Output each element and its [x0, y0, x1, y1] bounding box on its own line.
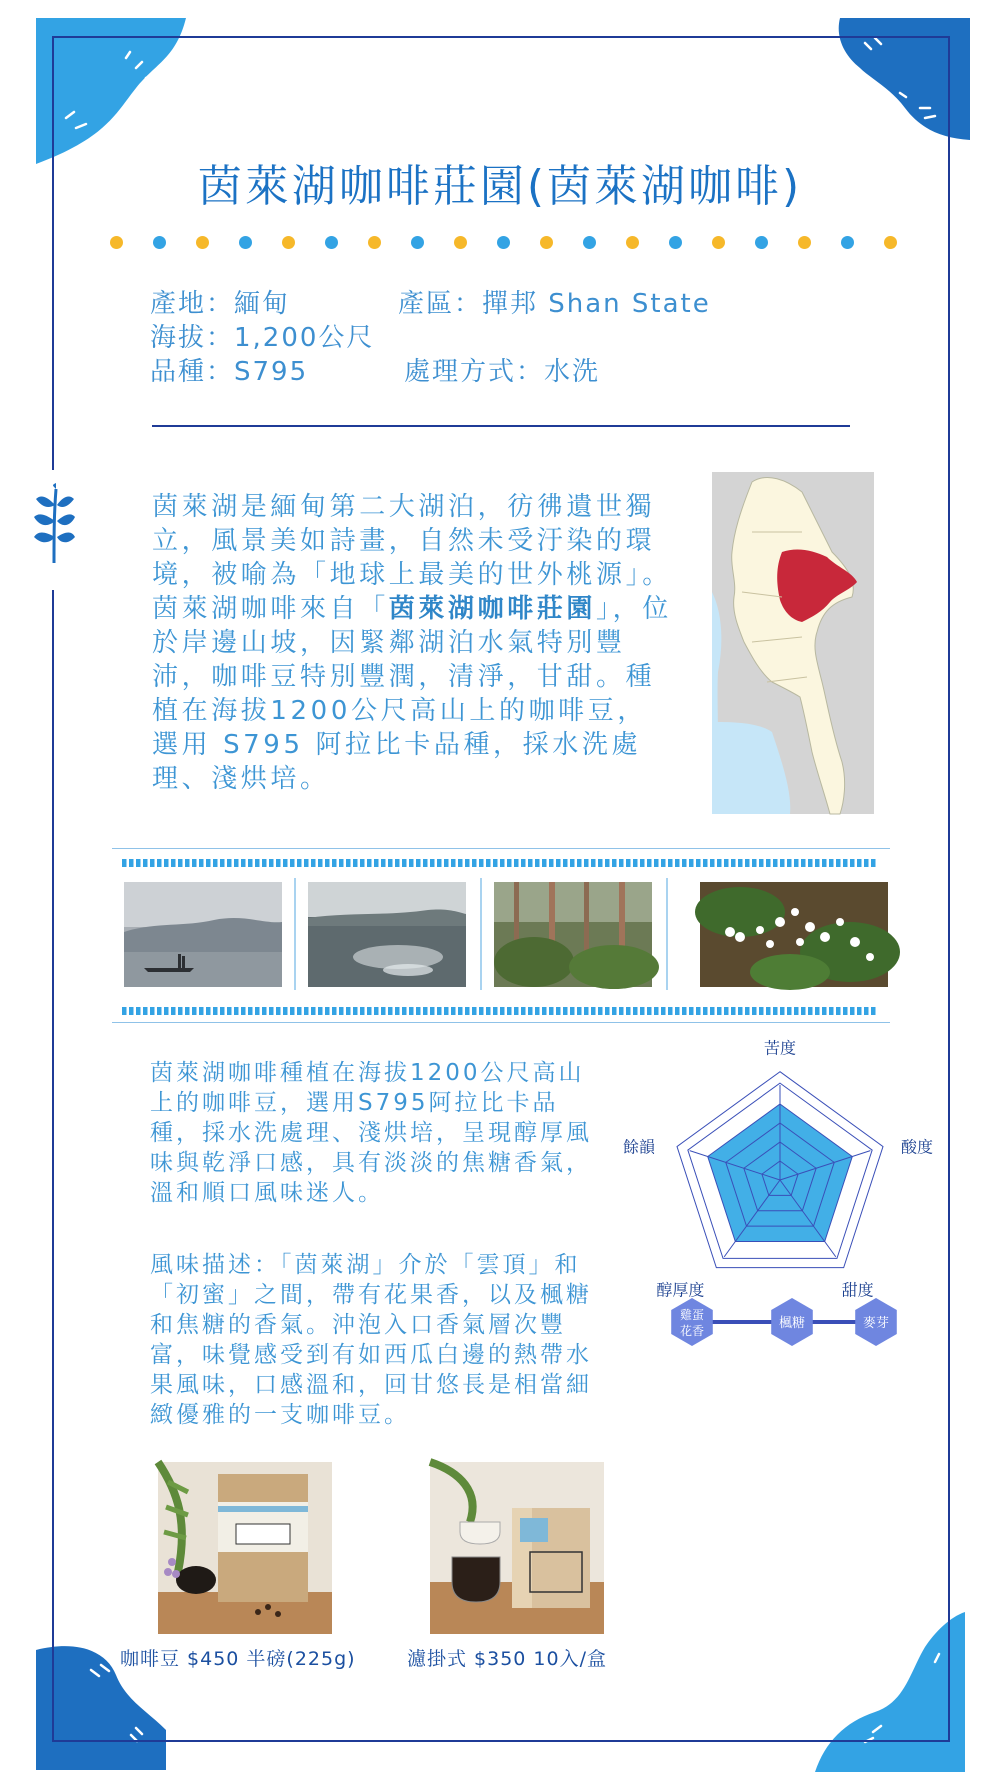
dash-mark — [738, 1007, 743, 1015]
dash-mark — [297, 1007, 302, 1015]
dash-mark — [871, 859, 876, 867]
divider-dot — [712, 236, 725, 249]
dash-mark — [402, 1007, 407, 1015]
dash-mark — [290, 1007, 295, 1015]
dash-mark — [514, 859, 519, 867]
origin-process: 處理方式：水洗 — [404, 357, 601, 387]
dash-mark — [598, 1007, 603, 1015]
dash-mark — [339, 1007, 344, 1015]
dash-mark — [668, 1007, 673, 1015]
dash-mark — [577, 1007, 582, 1015]
dash-mark — [269, 1007, 274, 1015]
dash-mark — [857, 859, 862, 867]
dash-mark — [794, 859, 799, 867]
gallery-bottom-dashes — [122, 1007, 880, 1015]
dash-mark — [633, 1007, 638, 1015]
dash-mark — [766, 1007, 771, 1015]
dash-mark — [409, 859, 414, 867]
dash-mark — [528, 1007, 533, 1015]
radar-axis-label: 餘韻 — [622, 1137, 656, 1157]
dash-mark — [423, 1007, 428, 1015]
product-coffee-bean-bag — [158, 1462, 332, 1634]
dash-mark — [304, 1007, 309, 1015]
flavor-note-label: 楓糖 — [778, 1316, 806, 1331]
divider-dot — [282, 236, 295, 249]
dash-mark — [325, 1007, 330, 1015]
dash-mark — [374, 1007, 379, 1015]
product-drip-bag-box — [430, 1462, 604, 1634]
dash-mark — [325, 859, 330, 867]
dash-mark — [745, 1007, 750, 1015]
dash-mark — [836, 1007, 841, 1015]
dash-mark — [458, 859, 463, 867]
dash-mark — [507, 1007, 512, 1015]
dash-mark — [710, 1007, 715, 1015]
section-divider — [152, 425, 850, 427]
dash-mark — [619, 1007, 624, 1015]
dash-mark — [584, 859, 589, 867]
dash-mark — [360, 1007, 365, 1015]
dash-mark — [129, 1007, 134, 1015]
dash-mark — [661, 859, 666, 867]
dash-mark — [535, 1007, 540, 1015]
dash-mark — [283, 1007, 288, 1015]
dash-mark — [346, 859, 351, 867]
dash-mark — [542, 859, 547, 867]
dash-mark — [654, 1007, 659, 1015]
dash-mark — [843, 1007, 848, 1015]
dash-mark — [276, 1007, 281, 1015]
dash-mark — [486, 859, 491, 867]
dash-mark — [619, 859, 624, 867]
dash-mark — [626, 859, 631, 867]
dash-mark — [297, 859, 302, 867]
divider-dot — [884, 236, 897, 249]
dash-mark — [213, 859, 218, 867]
dash-mark — [465, 859, 470, 867]
origin-altitude: 海拔：1,200公尺 — [150, 323, 375, 353]
gallery-top-dashes — [122, 859, 880, 867]
dash-mark — [479, 859, 484, 867]
dash-mark — [675, 859, 680, 867]
dash-mark — [332, 859, 337, 867]
flavor-note-label: 花香 — [679, 1324, 705, 1338]
dash-mark — [255, 1007, 260, 1015]
dash-mark — [647, 859, 652, 867]
dash-mark — [598, 859, 603, 867]
dash-mark — [276, 859, 281, 867]
dash-mark — [171, 859, 176, 867]
dash-mark — [696, 1007, 701, 1015]
photo-separator — [480, 878, 482, 990]
dash-mark — [157, 859, 162, 867]
dash-mark — [360, 859, 365, 867]
dash-mark — [857, 1007, 862, 1015]
dash-mark — [717, 859, 722, 867]
dash-mark — [234, 1007, 239, 1015]
dash-mark — [717, 1007, 722, 1015]
dash-mark — [451, 1007, 456, 1015]
dash-mark — [409, 1007, 414, 1015]
dash-mark — [395, 1007, 400, 1015]
dash-mark — [206, 1007, 211, 1015]
dash-mark — [570, 1007, 575, 1015]
dash-mark — [829, 859, 834, 867]
dash-mark — [556, 859, 561, 867]
intro-paragraph — [152, 490, 672, 796]
dash-mark — [675, 1007, 680, 1015]
description-paragraph: 茵萊湖咖啡種植在海拔1200公尺高山上的咖啡豆，選用S795阿拉比卡品種，採水洗處理、淺烘培，呈現醇厚風味與乾淨口感，具有淡淡的焦糖香氣，溫和順口風味迷人。 — [150, 1060, 592, 1206]
dash-mark — [815, 859, 820, 867]
divider-dot — [669, 236, 682, 249]
dash-mark — [143, 1007, 148, 1015]
dash-mark — [493, 1007, 498, 1015]
divider-dot — [454, 236, 467, 249]
origin-region: 產區：撣邦 Shan State — [398, 289, 711, 319]
dash-mark — [458, 1007, 463, 1015]
dash-mark — [850, 1007, 855, 1015]
dash-mark — [801, 1007, 806, 1015]
dash-mark — [843, 859, 848, 867]
dash-mark — [528, 859, 533, 867]
divider-dot — [540, 236, 553, 249]
dash-mark — [577, 859, 582, 867]
photo-lake-fisherman — [124, 882, 282, 987]
dash-mark — [864, 1007, 869, 1015]
dash-mark — [248, 1007, 253, 1015]
dash-mark — [381, 859, 386, 867]
photo-coffee-flowers — [700, 882, 888, 987]
divider-dot — [153, 236, 166, 249]
product-caption-drip: 濾掛式 $350 10入/盒 — [407, 1648, 608, 1670]
dash-mark — [227, 859, 232, 867]
dash-mark — [486, 1007, 491, 1015]
dash-mark — [262, 1007, 267, 1015]
divider-dot — [368, 236, 381, 249]
dotted-divider — [110, 236, 890, 250]
dash-mark — [150, 859, 155, 867]
dash-mark — [738, 859, 743, 867]
dash-mark — [479, 1007, 484, 1015]
dash-mark — [332, 1007, 337, 1015]
origin-variety: 品種：S795 — [150, 357, 309, 387]
dash-mark — [136, 1007, 141, 1015]
dash-mark — [556, 1007, 561, 1015]
dash-mark — [304, 859, 309, 867]
divider-dot — [110, 236, 123, 249]
dash-mark — [465, 1007, 470, 1015]
dash-mark — [178, 859, 183, 867]
dash-mark — [220, 1007, 225, 1015]
dash-mark — [759, 859, 764, 867]
origin-country: 產地：緬甸 — [150, 289, 291, 319]
dash-mark — [500, 1007, 505, 1015]
page-title: 茵萊湖咖啡莊園(茵萊湖咖啡) — [197, 161, 803, 212]
dash-mark — [829, 1007, 834, 1015]
dash-mark — [143, 859, 148, 867]
dash-mark — [318, 859, 323, 867]
dash-mark — [171, 1007, 176, 1015]
dash-mark — [199, 859, 204, 867]
photo-separator — [666, 878, 668, 990]
radar-axis-label: 醇厚度 — [656, 1280, 705, 1300]
dash-mark — [542, 1007, 547, 1015]
myanmar-map — [712, 472, 874, 814]
dash-mark — [241, 1007, 246, 1015]
dash-mark — [724, 1007, 729, 1015]
dash-mark — [731, 859, 736, 867]
radar-axis-label: 甜度 — [841, 1280, 874, 1300]
flavor-note-label: 麥芽 — [862, 1316, 890, 1331]
dash-mark — [395, 859, 400, 867]
dash-mark — [234, 859, 239, 867]
dash-mark — [661, 1007, 666, 1015]
dash-mark — [801, 859, 806, 867]
dash-mark — [780, 1007, 785, 1015]
dash-mark — [549, 1007, 554, 1015]
dash-mark — [591, 1007, 596, 1015]
dash-mark — [500, 859, 505, 867]
dash-mark — [241, 859, 246, 867]
dash-mark — [794, 1007, 799, 1015]
dash-mark — [710, 859, 715, 867]
dash-mark — [507, 859, 512, 867]
dash-mark — [381, 1007, 386, 1015]
dash-mark — [605, 1007, 610, 1015]
dash-mark — [262, 859, 267, 867]
intro-text-2: 」，位於岸邊山坡，因緊鄰湖泊水氣特別豐沛，咖啡豆特別豐潤，清淨，甘甜。種植在海拔1200公尺高山上的咖啡豆，選用 S795 阿拉比卡品種，採水洗處理、淺烘培。 — [152, 594, 672, 794]
gallery-top-line — [112, 848, 890, 849]
dash-mark — [724, 859, 729, 867]
dash-mark — [318, 1007, 323, 1015]
dash-mark — [647, 1007, 652, 1015]
dash-mark — [682, 1007, 687, 1015]
dash-mark — [416, 859, 421, 867]
radar-axis-label: 酸度 — [900, 1137, 934, 1157]
dash-mark — [353, 1007, 358, 1015]
dash-mark — [780, 859, 785, 867]
dash-mark — [752, 859, 757, 867]
dash-mark — [640, 859, 645, 867]
dash-mark — [136, 859, 141, 867]
dash-mark — [423, 859, 428, 867]
dash-mark — [822, 1007, 827, 1015]
dash-mark — [521, 1007, 526, 1015]
dash-mark — [682, 859, 687, 867]
dash-mark — [668, 859, 673, 867]
divider-dot — [841, 236, 854, 249]
dash-mark — [703, 1007, 708, 1015]
dash-mark — [220, 859, 225, 867]
divider-dot — [626, 236, 639, 249]
divider-dot — [196, 236, 209, 249]
dash-mark — [451, 859, 456, 867]
dash-mark — [766, 859, 771, 867]
radar-axis-label: 苦度 — [763, 1038, 797, 1058]
dash-mark — [213, 1007, 218, 1015]
dash-mark — [192, 859, 197, 867]
photo-separator — [294, 878, 296, 990]
divider-dot — [798, 236, 811, 249]
dash-mark — [178, 1007, 183, 1015]
dash-mark — [444, 1007, 449, 1015]
dash-mark — [745, 859, 750, 867]
dash-mark — [346, 1007, 351, 1015]
dash-mark — [787, 859, 792, 867]
dash-mark — [129, 859, 134, 867]
divider-dot — [325, 236, 338, 249]
dash-mark — [367, 859, 372, 867]
dash-mark — [185, 1007, 190, 1015]
dash-mark — [563, 859, 568, 867]
dash-mark — [654, 859, 659, 867]
dash-mark — [808, 859, 813, 867]
dash-mark — [388, 1007, 393, 1015]
dash-mark — [696, 859, 701, 867]
dash-mark — [248, 859, 253, 867]
dash-mark — [535, 859, 540, 867]
gallery-bottom-line — [112, 1022, 890, 1023]
dash-mark — [311, 859, 316, 867]
flavor-radar-chart — [622, 1030, 934, 1360]
dash-mark — [192, 1007, 197, 1015]
dash-mark — [836, 859, 841, 867]
dash-mark — [227, 1007, 232, 1015]
dash-mark — [290, 859, 295, 867]
dash-mark — [640, 1007, 645, 1015]
flavor-note-label: 雞蛋 — [679, 1308, 705, 1322]
dash-mark — [199, 1007, 204, 1015]
dash-mark — [430, 859, 435, 867]
dash-mark — [437, 1007, 442, 1015]
dash-mark — [311, 1007, 316, 1015]
dash-mark — [605, 859, 610, 867]
photo-lake-water — [308, 882, 466, 987]
dash-mark — [773, 1007, 778, 1015]
dash-mark — [374, 859, 379, 867]
dash-mark — [612, 1007, 617, 1015]
dash-mark — [164, 859, 169, 867]
flavor-note-hexagon — [671, 1298, 713, 1346]
divider-dot — [583, 236, 596, 249]
dash-mark — [815, 1007, 820, 1015]
dash-mark — [549, 859, 554, 867]
dash-mark — [514, 1007, 519, 1015]
dash-mark — [402, 859, 407, 867]
dash-mark — [822, 859, 827, 867]
dash-mark — [521, 859, 526, 867]
dash-mark — [689, 859, 694, 867]
dash-mark — [283, 859, 288, 867]
dash-mark — [269, 859, 274, 867]
dash-mark — [703, 859, 708, 867]
dash-mark — [871, 1007, 876, 1015]
dash-mark — [150, 1007, 155, 1015]
dash-mark — [472, 859, 477, 867]
divider-dot — [411, 236, 424, 249]
flavor-paragraph: 風味描述：「茵萊湖」介於「雲頂」和「初蜜」之間，帶有花果香，以及楓糖和焦糖的香氣。沖泡入口香氣層次豐富，味覺感受到有如西瓜白邊的熱帶水果風味，口感溫和，回甘悠長是相當細緻優雅的一支咖啡豆。 — [150, 1252, 592, 1428]
dash-mark — [206, 859, 211, 867]
dash-mark — [626, 1007, 631, 1015]
dash-mark — [759, 1007, 764, 1015]
dash-mark — [185, 859, 190, 867]
dash-mark — [122, 859, 127, 867]
dash-mark — [416, 1007, 421, 1015]
dash-mark — [563, 1007, 568, 1015]
dash-mark — [584, 1007, 589, 1015]
dash-mark — [367, 1007, 372, 1015]
divider-dot — [755, 236, 768, 249]
dash-mark — [773, 859, 778, 867]
intro-highlight: 茵萊湖咖啡莊園 — [388, 594, 597, 624]
dash-mark — [353, 859, 358, 867]
dash-mark — [689, 1007, 694, 1015]
divider-dot — [239, 236, 252, 249]
photo-coffee-forest — [494, 882, 652, 987]
dash-mark — [157, 1007, 162, 1015]
dash-mark — [787, 1007, 792, 1015]
dash-mark — [388, 859, 393, 867]
dash-mark — [612, 859, 617, 867]
dash-mark — [808, 1007, 813, 1015]
dash-mark — [850, 859, 855, 867]
dash-mark — [122, 1007, 127, 1015]
dash-mark — [472, 1007, 477, 1015]
product-caption-beans: 咖啡豆 $450 半磅(225g) — [120, 1648, 356, 1670]
dash-mark — [444, 859, 449, 867]
dash-mark — [570, 859, 575, 867]
leaf-icon — [32, 485, 76, 565]
dash-mark — [752, 1007, 757, 1015]
dash-mark — [493, 859, 498, 867]
intro-text-1: 茵萊湖是緬甸第二大湖泊，彷彿遺世獨立，風景美如詩畫，自然未受汙染的環境，被喻為「地球上最美的世外桃源」。茵萊湖咖啡來自「 — [152, 492, 672, 624]
dash-mark — [255, 859, 260, 867]
dash-mark — [164, 1007, 169, 1015]
dash-mark — [591, 859, 596, 867]
dash-mark — [430, 1007, 435, 1015]
dash-mark — [437, 859, 442, 867]
dash-mark — [864, 859, 869, 867]
divider-dot — [497, 236, 510, 249]
dash-mark — [731, 1007, 736, 1015]
dash-mark — [339, 859, 344, 867]
dash-mark — [633, 859, 638, 867]
